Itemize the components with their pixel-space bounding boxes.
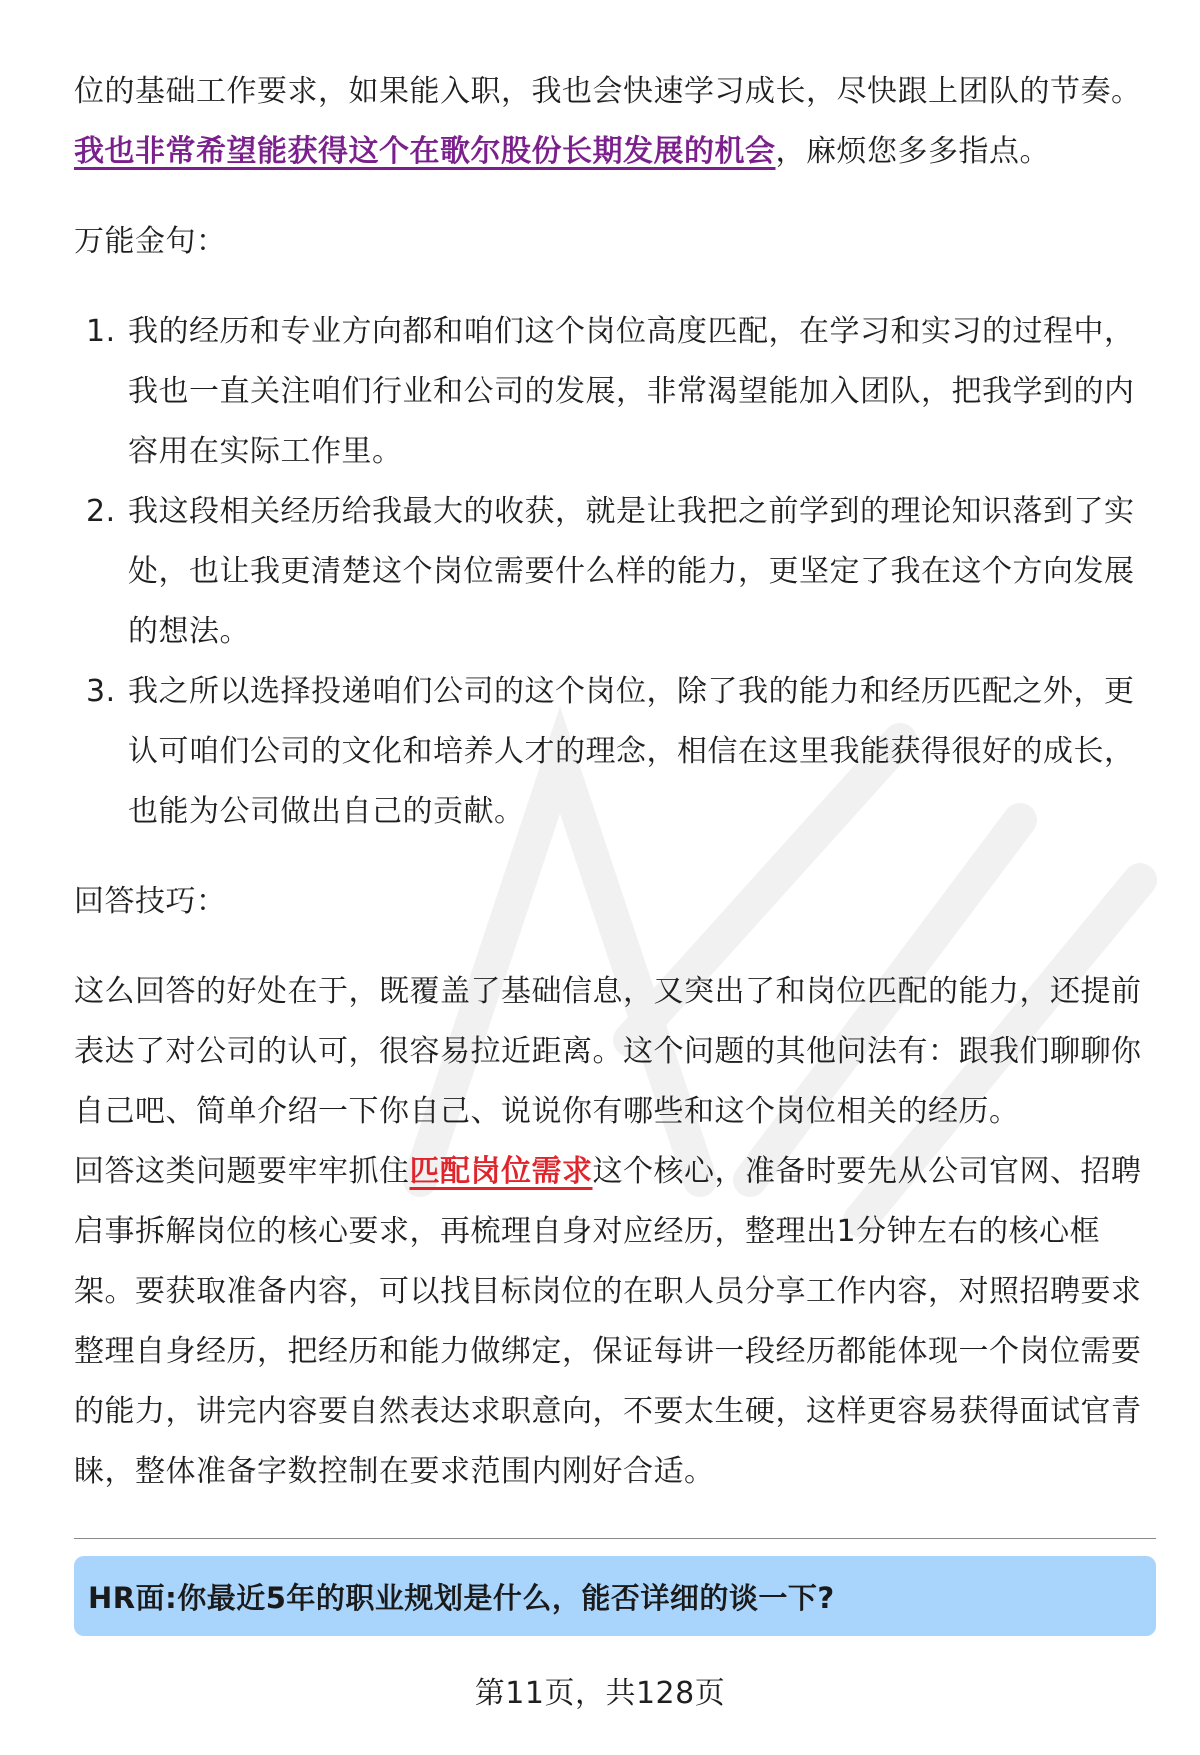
question-banner (74, 1556, 1156, 1636)
tips-text-after: 这个核心，准备时要先从公司官网、招聘启事拆解岗位的核心要求，再梳理自身对应经历，整理出1分钟左右的核心框架。要获取准备内容，可以找目标岗位的在职人员分享工作内容，对照招聘要求整理自身经历，把经历和能力做绑定，保证每讲一段经历都能体现一个岗位需要的能力，讲完内容要自然表达求职意向，不要太生硬，这样更容易获得面试官青睐，整体准备字数控制在要求范围内刚好合适。 (74, 1154, 1142, 1489)
list-item (74, 482, 1154, 662)
list-item-number: 1. (86, 314, 116, 349)
tips-paragraph-1: 这么回答的好处在于，既覆盖了基础信息，又突出了和岗位匹配的能力，还提前表达了对公司的认可，很容易拉近距离。这个问题的其他问法有：跟我们聊聊你自己吧、简单介绍一下你自己、说说你有哪些和这个岗位相关的经历。 (74, 974, 1142, 1129)
list-item-text: 我这段相关经历给我最大的收获，就是让我把之前学到的理论知识落到了实处，也让我更清楚这个岗位需要什么样的能力，更坚定了我在这个方向发展的想法。 (128, 494, 1135, 649)
tips-highlight: 匹配岗位需求 (409, 1154, 593, 1189)
list-item-text: 我之所以选择投递咱们公司的这个岗位，除了我的能力和经历匹配之外，更认可咱们公司的文化和培养人才的理念，相信在这里我能获得很好的成长，也能为公司做出自己的贡献。 (128, 674, 1135, 829)
list-item (74, 302, 1154, 482)
list-item (74, 662, 1154, 842)
intro-tail: ，麻烦您多多指点。 (775, 134, 1050, 169)
golden-heading: 万能金句： (74, 224, 227, 259)
list-item-number: 2. (86, 494, 116, 529)
tips-text-before: 回答这类问题要牢牢抓住 (74, 1154, 410, 1189)
question-text: HR面:你最近5年的职业规划是什么，能否详细的谈一下? (88, 1580, 835, 1615)
section-divider (74, 1538, 1156, 1539)
page-number: 第11页，共128页 (474, 1676, 726, 1711)
golden-list (74, 302, 1154, 842)
intro-highlight: 我也非常希望能获得这个在歌尔股份长期发展的机会 (74, 134, 776, 169)
intro-text: 位的基础工作要求，如果能入职，我也会快速学习成长，尽快跟上团队的节奏。 (74, 74, 1142, 109)
list-item-number: 3. (86, 674, 116, 709)
document-body (74, 62, 1154, 1502)
tips-paragraph-2 (74, 1142, 1154, 1502)
tips-heading: 回答技巧： (74, 884, 227, 919)
intro-paragraph (74, 62, 1154, 182)
list-item-text: 我的经历和专业方向都和咱们这个岗位高度匹配，在学习和实习的过程中，我也一直关注咱们行业和公司的发展，非常渴望能加入团队，把我学到的内容用在实际工作里。 (128, 314, 1135, 469)
